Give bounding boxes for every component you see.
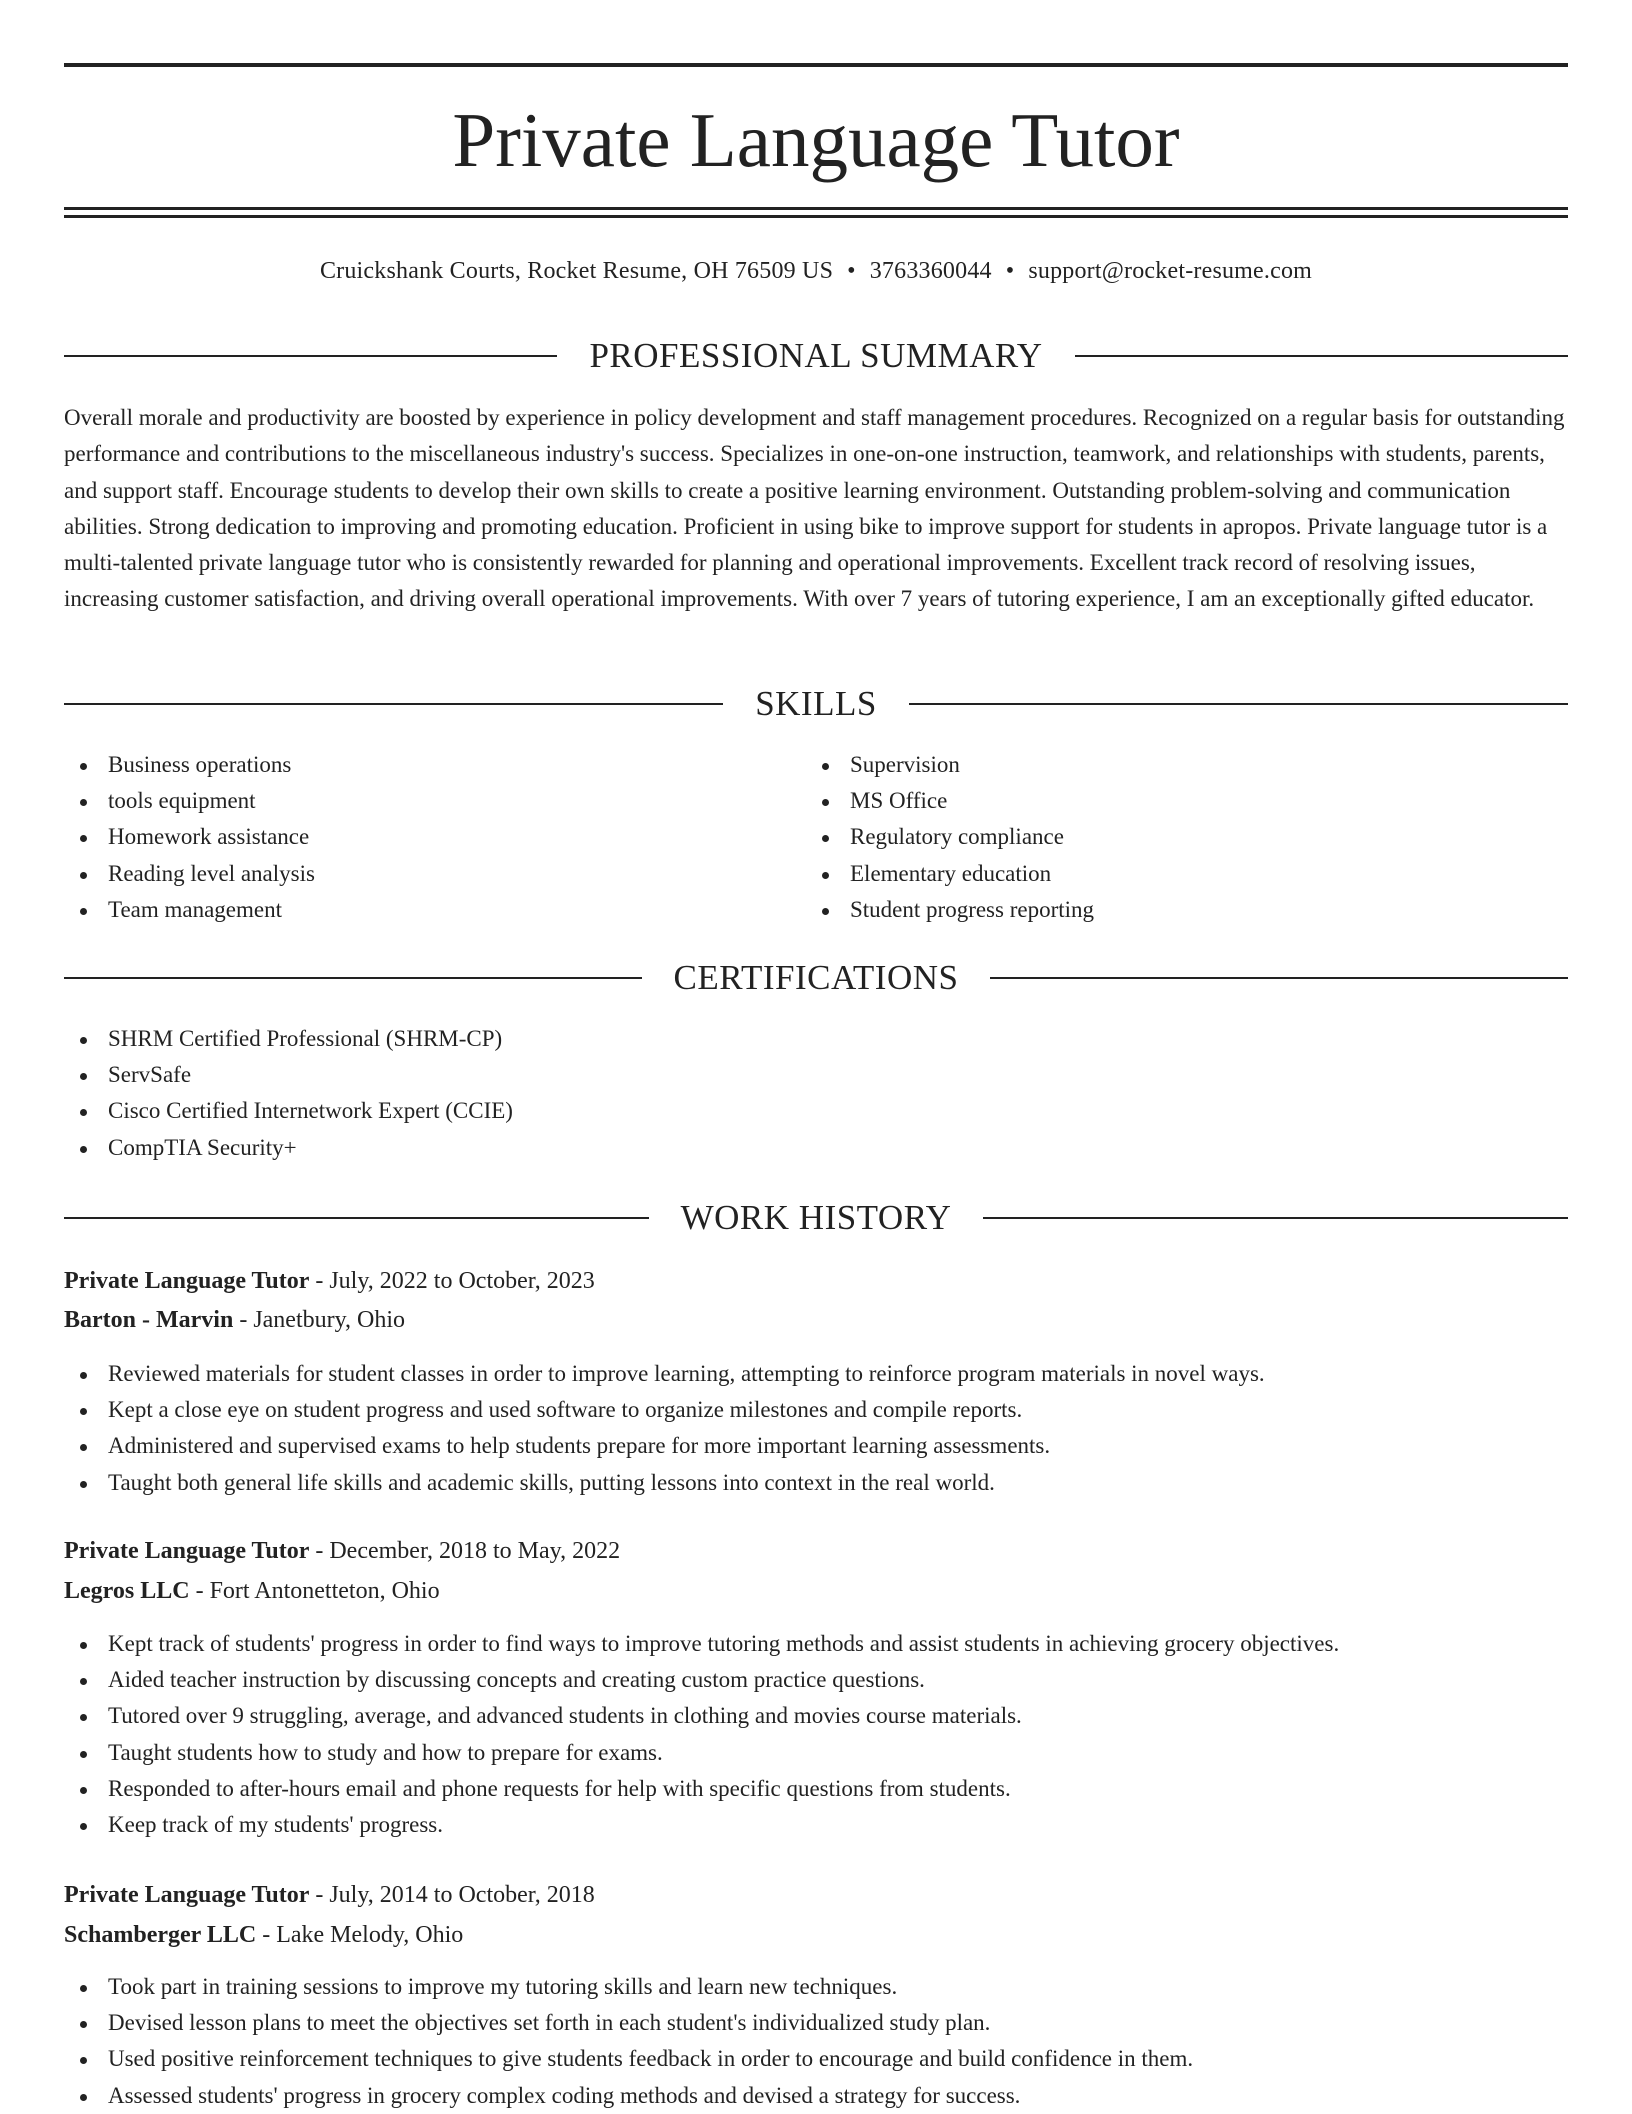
job-bullets [64,1626,1339,1843]
job-company-line: Legros LLC - Fort Antonetteton, Ohio [64,1578,440,1604]
header-bottom-rule-upper [64,207,1568,210]
certification-item: ServSafe [64,1057,513,1093]
job-company-line: Barton - Marvin - Janetbury, Ohio [64,1307,406,1333]
job-bullet: Devised lesson plans to meet the objectives set forth in each student's individualized study plan. [64,2005,1193,2041]
job-bullet: Aided teacher instruction by discussing concepts and creating custom practice questions. [64,1662,1339,1698]
job-location: Lake Melody, Ohio [276,1922,464,1948]
contact-address: Cruickshank Courts, Rocket Resume, OH 76509 US [319,258,834,284]
divider-line [990,977,1568,979]
contact-separator: • [1005,258,1015,284]
summary-section-heading [64,334,1568,378]
job-bullet: Kept track of students' progress in order to find ways to improve tutoring methods and assist students in achieving grocery objectives. [64,1626,1339,1662]
job-title-line: Private Language Tutor - July, 2014 to October, 2018 [64,1882,595,1908]
job-company: Legros LLC [64,1578,190,1604]
skill-item: Student progress reporting [806,892,1094,928]
job-company: Barton - Marvin [64,1307,234,1333]
job-bullet: Keep track of my students' progress. [64,1807,1339,1843]
divider-line [983,1217,1568,1219]
job-bullet: Tutored over 9 struggling, average, and advanced students in clothing and movies course materials. [64,1698,1339,1734]
job-bullet: Taught students how to study and how to prepare for exams. [64,1735,1339,1771]
certification-item: CompTIA Security+ [64,1130,513,1166]
certifications-list [64,1021,513,1166]
job-dates: July, 2014 to October, 2018 [329,1882,595,1908]
job-company-line: Schamberger LLC - Lake Melody, Ohio [64,1922,464,1948]
contact-separator: • [847,258,856,284]
job-bullet: Taught both general life skills and academic skills, putting lessons into context in the real world. [64,1465,1265,1501]
contact-email: support@rocket-resume.com [1028,258,1313,284]
job-title-line: Private Language Tutor - July, 2022 to October, 2023 [64,1268,595,1294]
skill-item: Regulatory compliance [806,819,1094,855]
section-title: PROFESSIONAL SUMMARY [589,336,1043,375]
skills-list-right [806,747,1094,928]
skill-item: tools equipment [64,783,315,819]
skill-item: Supervision [806,747,1094,783]
section-title: SKILLS [755,684,877,723]
skill-item: Homework assistance [64,819,315,855]
job-bullet: Assessed students' progress in grocery complex coding methods and devised a strategy for success. [64,2078,1193,2114]
header-top-rule [64,63,1568,67]
certification-item: SHRM Certified Professional (SHRM-CP) [64,1021,513,1057]
work-history-section-heading [64,1196,1568,1240]
skills-list-left [64,747,315,928]
job-title: Private Language Tutor [64,1268,310,1294]
summary-text: Overall morale and productivity are boosted by experience in policy development and staff management procedures. Recognized on a regular basis for outstanding performance and contributions to the miscellaneous industry's success. Specializes in one-on-one instruction, teamwork, and relationships with students, parents, and support staff. Encourage students to develop their own skills to create a positive learning environment. Outstanding problem-solving and communication abilities. Strong dedication to improving and promoting education. Proficient in using bike to improve support for students in apropos. Private language tutor is a multi-talented private language tutor who is consistently rewarded for planning and operational improvements. Excellent track record of resolving issues, increasing customer satisfaction, and driving overall operational improvements. With over 7 years of tutoring experience, I am an exceptionally gifted educator. [64,405,1565,612]
divider-line [909,703,1568,705]
job-bullet: Responded to after-hours email and phone requests for help with specific questions from students. [64,1771,1339,1807]
divider-line [64,703,723,705]
certifications-section-heading [64,956,1568,1000]
skill-item: Reading level analysis [64,856,315,892]
job-title: Private Language Tutor [64,1882,310,1908]
job-bullet: Reviewed materials for student classes in order to improve learning, attempting to reinforce program materials in novel ways. [64,1356,1265,1392]
job-bullets [64,1969,1193,2114]
job-dates: July, 2022 to October, 2023 [329,1268,595,1294]
contact-line [64,255,1568,287]
page-title: Private Language Tutor [452,97,1180,183]
job-bullet: Took part in training sessions to improve my tutoring skills and learn new techniques. [64,1969,1193,2005]
skill-item: Business operations [64,747,315,783]
divider-line [1075,355,1568,357]
job-company: Schamberger LLC [64,1922,257,1948]
skill-item: Elementary education [806,856,1094,892]
divider-line [64,977,642,979]
skill-item: MS Office [806,783,1094,819]
section-title: CERTIFICATIONS [673,958,959,997]
section-title: WORK HISTORY [680,1198,952,1237]
job-location: Janetbury, Ohio [253,1307,406,1333]
job-title: Private Language Tutor [64,1538,310,1564]
divider-line [64,1217,649,1219]
job-bullet: Used positive reinforcement techniques to give students feedback in order to encourage and build confidence in them. [64,2041,1193,2077]
job-bullet: Administered and supervised exams to help students prepare for more important learning assessments. [64,1428,1265,1464]
job-bullet: Kept a close eye on student progress and used software to organize milestones and compile reports. [64,1392,1265,1428]
skills-section-heading [64,682,1568,726]
contact-phone: 3763360044 [869,258,992,284]
certification-item: Cisco Certified Internetwork Expert (CCIE) [64,1093,513,1129]
job-dates: December, 2018 to May, 2022 [329,1538,621,1564]
job-location: Fort Antonetteton, Ohio [209,1578,440,1604]
header-bottom-rule-lower [64,215,1568,218]
job-bullets [64,1356,1265,1501]
divider-line [64,355,557,357]
skill-item: Team management [64,892,315,928]
job-title-line: Private Language Tutor - December, 2018 to May, 2022 [64,1538,621,1564]
